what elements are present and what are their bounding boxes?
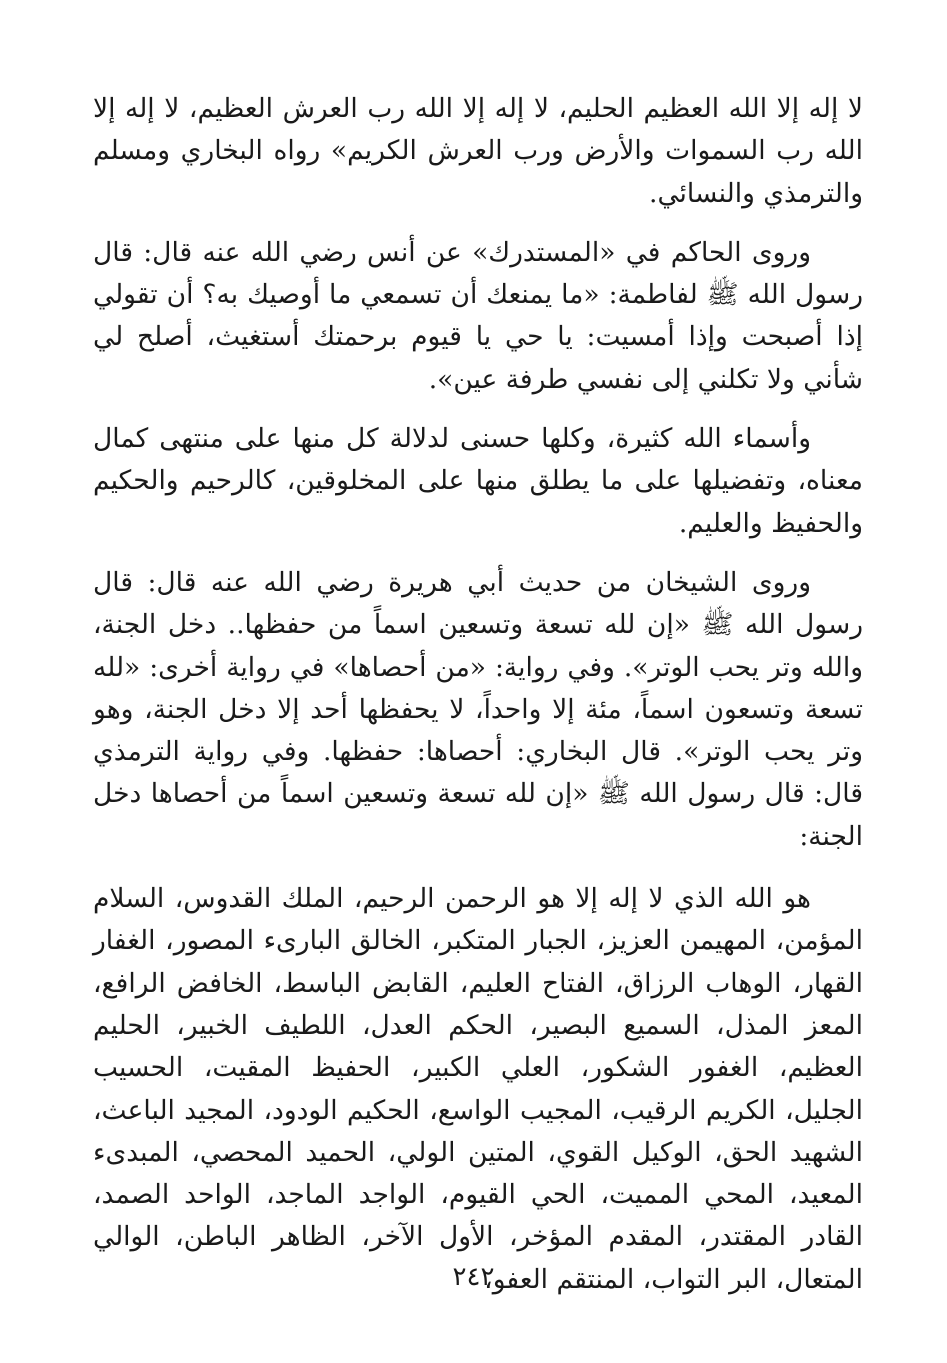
page-number: ٢٤٢	[452, 1262, 495, 1292]
paragraph-hakim-narration: وروى الحاكم في «المستدرك» عن أنس رضي الله عنه قال: قال رسول الله ﷺ لفاطمة: «ما يمنعك أن تسمعي ما أوصيك به؟ أن تقولي إذا أصبحت وإذا أمسيت: يا حي يا قيوم برحمتك أستغيث، أصلح لي شأني ولا تكلني إلى نفسي طرفة عين».	[93, 236, 863, 395]
paragraph-shaykhan-narration: وروى الشيخان من حديث أبي هريرة رضي الله عنه قال: قال رسول الله ﷺ «إن لله تسعة وتسعين اسماً من حفظها.. دخل الجنة، والله وتر يحب الوتر». وفي رواية: «من أحصاها» في رواية أخرى: «لله تسعة وتسعون اسماً، مئة إلا واحداً، لا يحفظها أحد إلا دخل الجنة، وهو وتر يحب الوتر». قال البخاري: أحصاها: حفظها. وفي رواية الترمذي قال: قال رسول الله ﷺ «إن لله تسعة وتسعين اسماً من أحصاها دخل الجنة:	[93, 566, 863, 852]
paragraph-hadith-ending: لا إله إلا الله العظيم الحليم، لا إله إلا الله رب العرش العظيم، لا إله إلا الله رب السموات والأرض ورب العرش الكريم» رواه البخاري ومسلم والترمذي والنسائي.	[93, 93, 863, 209]
paragraph-names-of-allah: وأسماء الله كثيرة، وكلها حسنى لدلالة كل منها على منتهى كمال معناه، وتفضيلها على ما يطلق منها على المخلوقين، كالرحيم والحكيم والحفيظ والعليم.	[93, 423, 863, 539]
paragraph-names-list: هو الله الذي لا إله إلا هو الرحمن الرحيم، الملك القدوس، السلام المؤمن، المهيمن العزيز، الجبار المتكبر، الخالق البارىء المصور، الغفار القهار، الوهاب الرزاق، الفتاح العليم، القابض الباسط، الخافض الرافع، المعز المذل، السميع البصير، الحكم العدل، اللطيف الخبير، الحليم العظيم، الغفور الشكور، العلي الكبير، الحفيظ المقيت، الحسيب الجليل، الكريم الرقيب، المجيب الواسع، الحكيم الودود، المجيد الباعث، الشهيد الحق، الوكيل القوي، المتين الولي، الحميد المحصي، المبدىء المعيد، المحي المميت، الحي القيوم، الواجد الماجد، الواحد الصمد، القادر المقتدر، المقدم المؤخر، الأول الآخر، الظاهر الباطن، الوالي المتعال، البر التواب، المنتقم العفو،	[93, 883, 863, 1295]
page-body	[93, 88, 863, 1318]
